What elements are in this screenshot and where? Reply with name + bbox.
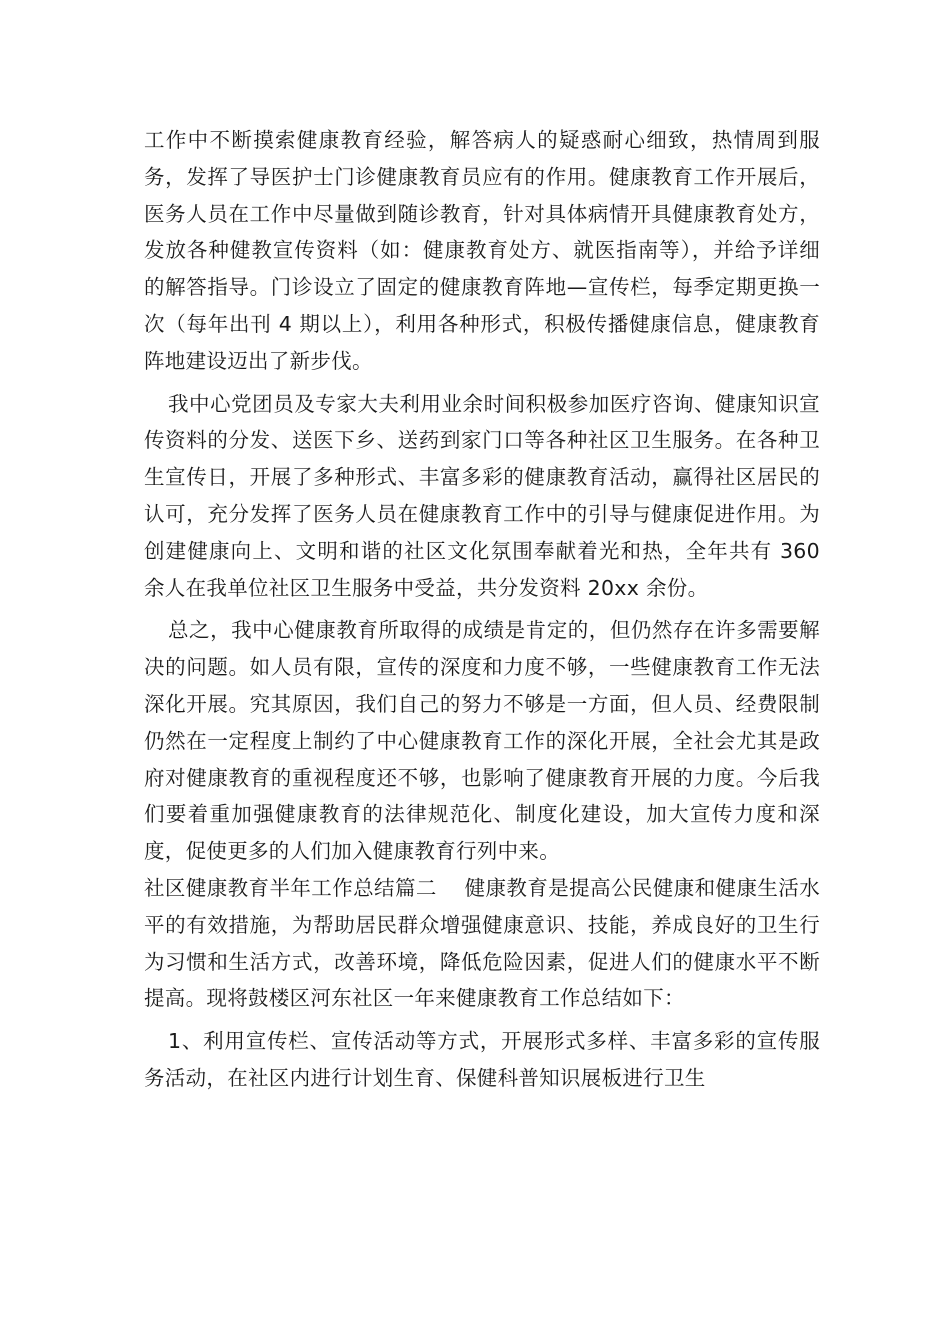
paragraph-item-one: 1、利用宣传栏、宣传活动等方式，开展形式多样、丰富多彩的宣传服务活动，在社区内进行计划生育、保健科普知识展板进行卫生 xyxy=(144,1029,820,1090)
paragraph-section-two-intro: 社区健康教育半年工作总结篇二 健康教育是提高公民健康和健康生活水平的有效措施，为帮助居民群众增强健康意识、技能，养成良好的卫生行为习惯和生活方式，改善环境，降低危险因素，促进人们的健康水平不断提高。现将鼓楼区河东社区一年来健康教育工作总结如下： xyxy=(144,875,820,1011)
paragraph-summary-problems: 总之，我中心健康教育所取得的成绩是肯定的，但仍然存在许多需要解决的问题。如人员有限，宣传的深度和力度不够，一些健康教育工作无法深化开展。究其原因，我们自己的努力不够是一方面，但人员、经费限制仍然在一定程度上制约了中心健康教育工作的深化开展，全社会尤其是政府对健康教育的重视程度还不够，也影响了健康教育开展的力度。今后我们要着重加强健康教育的法律规范化、制度化建设，加大宣传力度和深度，促使更多的人们加入健康教育行列中来。 xyxy=(144,618,820,864)
document-page xyxy=(144,122,820,1097)
paragraph-health-education-clinic: 工作中不断摸索健康教育经验，解答病人的疑惑耐心细致，热情周到服务，发挥了导医护士门诊健康教育员应有的作用。健康教育工作开展后，医务人员在工作中尽量做到随诊教育，针对具体病情开具健康教育处方，发放各种健教宣传资料（如：健康教育处方、就医指南等），并给予详细的解答指导。门诊设立了固定的健康教育阵地—宣传栏，每季定期更换一次（每年出刊 4 期以上），利用各种形式，积极传播健康信息，健康教育阵地建设迈出了新步伐。 xyxy=(144,128,820,373)
paragraph-community-service: 我中心党团员及专家大夫利用业余时间积极参加医疗咨询、健康知识宣传资料的分发、送医下乡、送药到家门口等各种社区卫生服务。在各种卫生宣传日，开展了多种形式、丰富多彩的健康教育活动，赢得社区居民的认可，充分发挥了医务人员在健康教育工作中的引导与健康促进作用。为创建健康向上、文明和谐的社区文化氛围奉献着光和热，全年共有 360 余人在我单位社区卫生服务中受益，共分发资料 20xx 余份。 xyxy=(144,391,820,600)
